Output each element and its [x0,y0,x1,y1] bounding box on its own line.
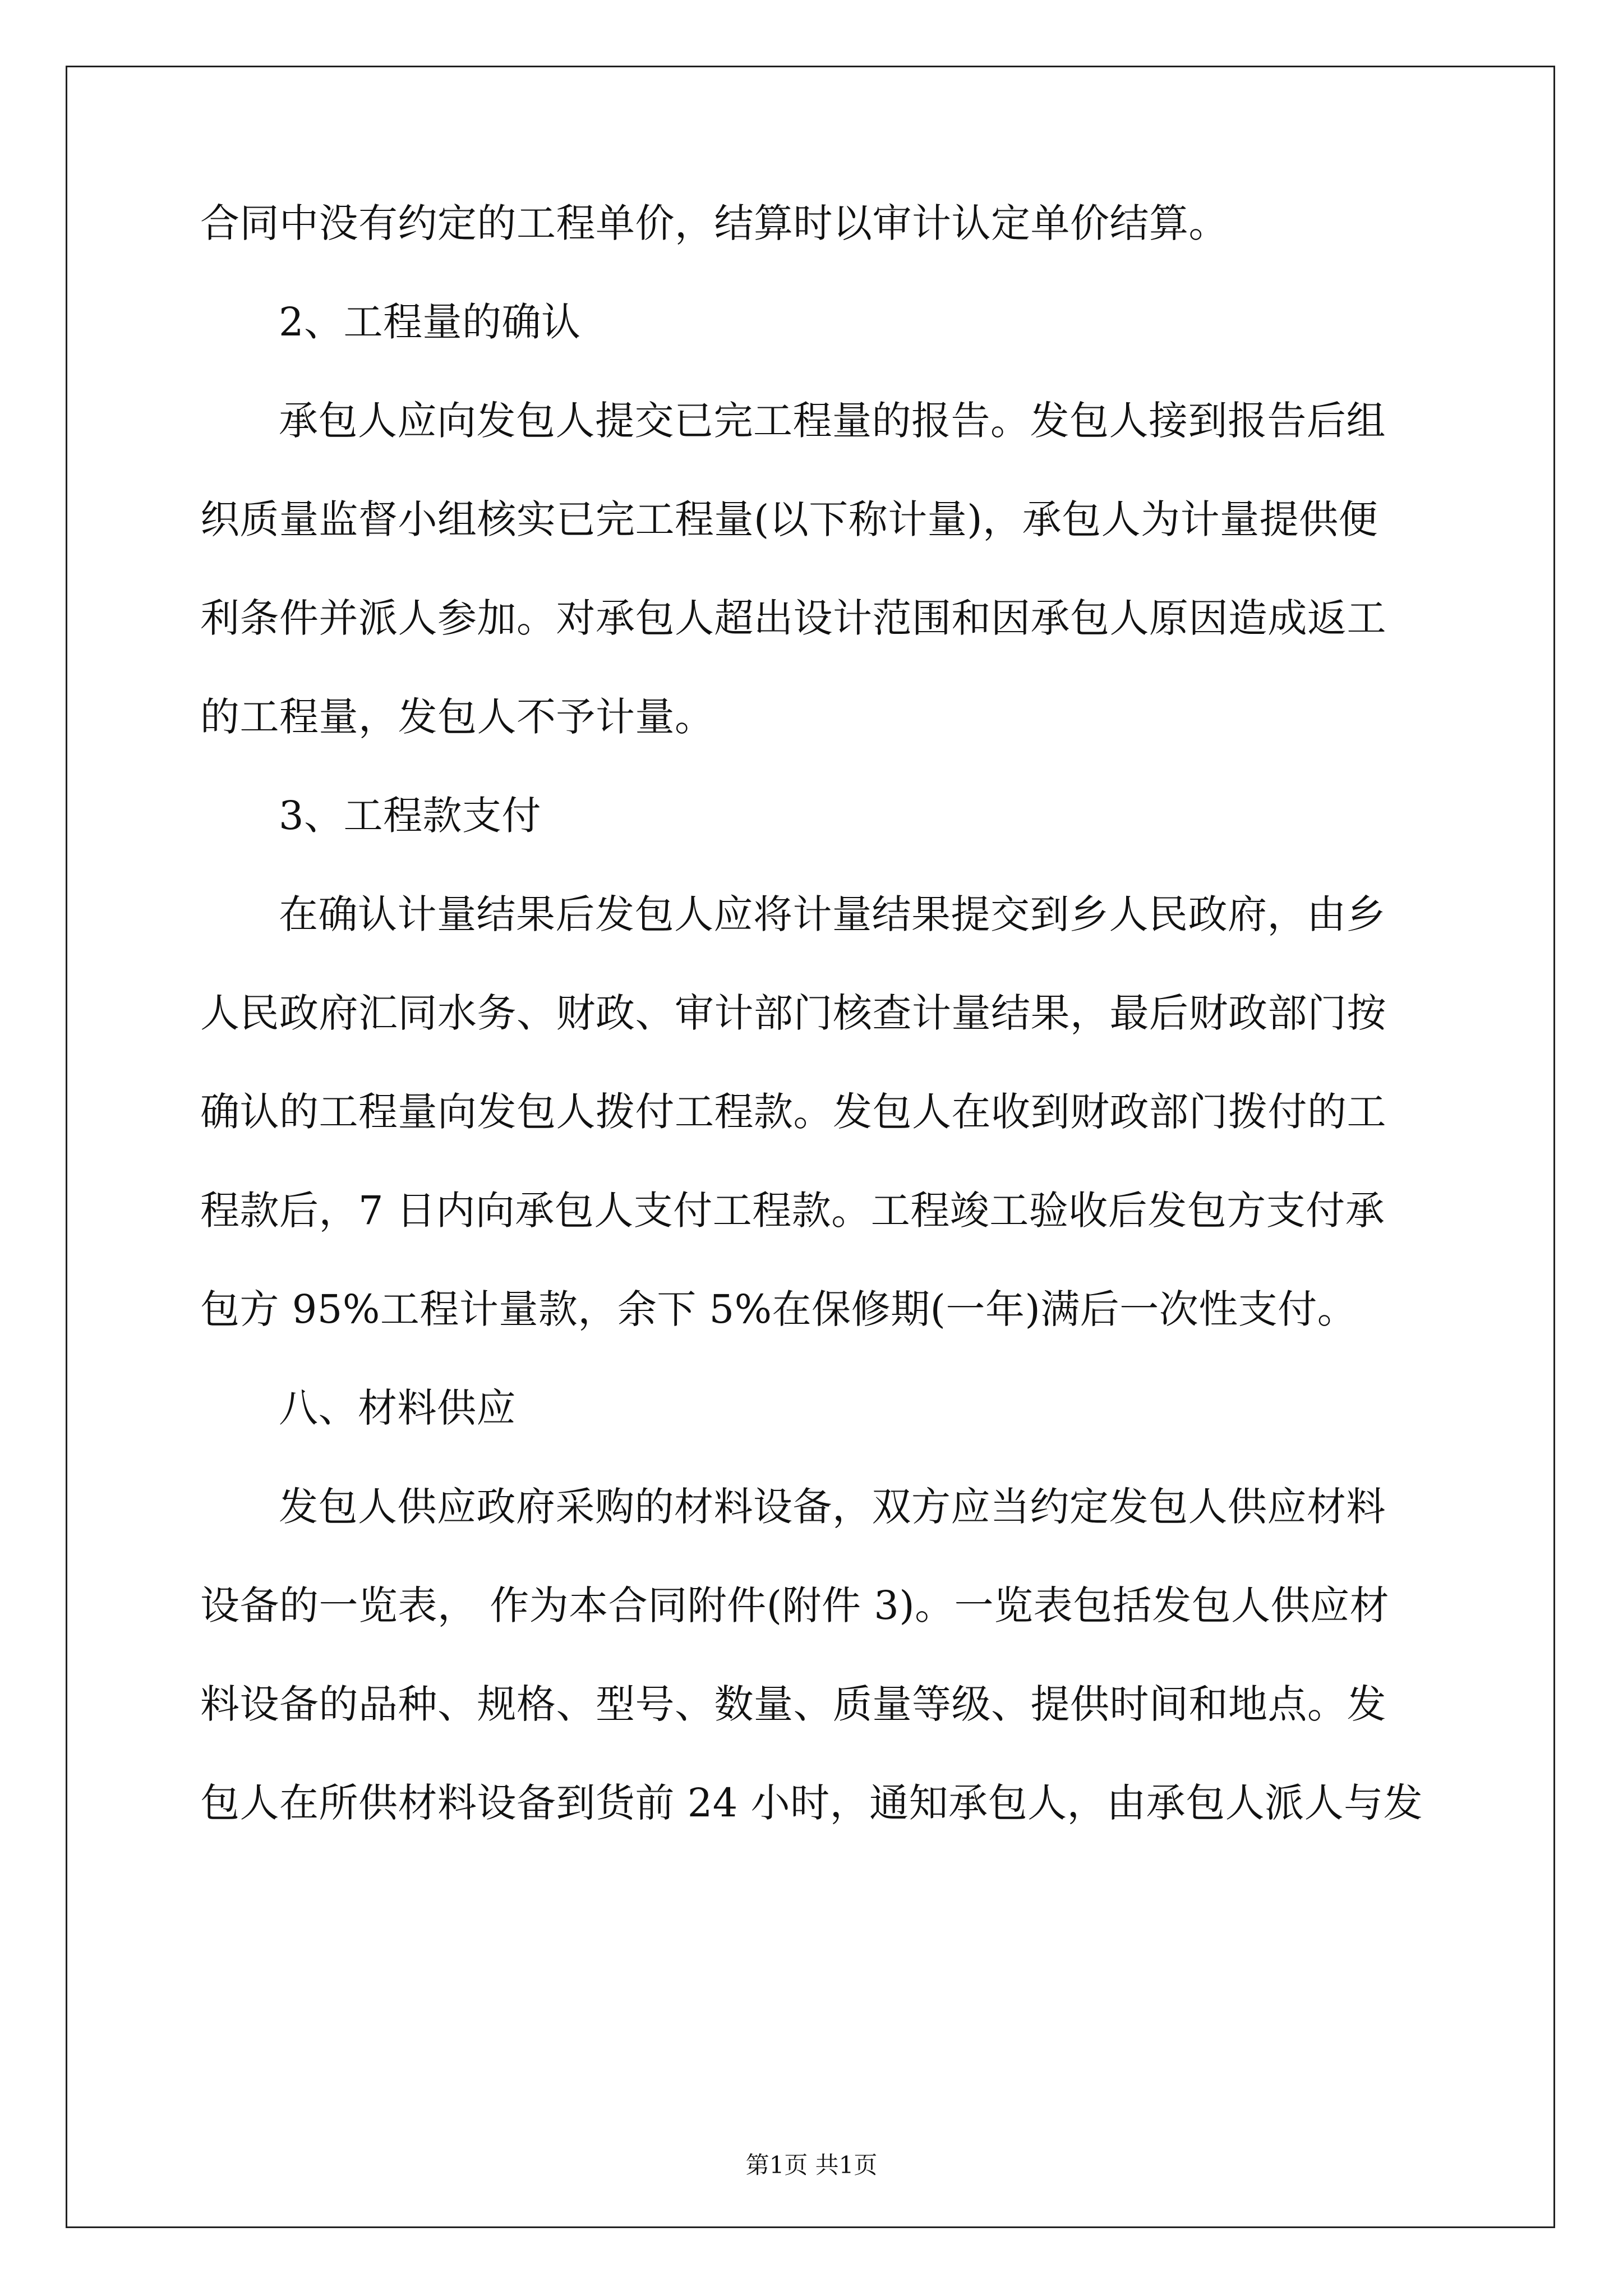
text-line: 承包人应向发包人提交已完工程量的报告。发包人接到报告后组 [279,398,1386,444]
text-line: 利条件并派人参加。对承包人超出设计范围和因承包人原因造成返工 [200,595,1386,641]
section-heading: 八、材料供应 [279,1385,516,1431]
text-line: 程款后，7 日内向承包人支付工程款。工程竣工验收后发包方支付承 [200,1188,1385,1234]
text-line: 包人在所供材料设备到货前 24 小时，通知承包人，由承包人派人与发 [200,1780,1423,1826]
text-line: 确认的工程量向发包人拨付工程款。发包人在收到财政部门拨付的工 [200,1089,1386,1135]
text-line: 设备的一览表， 作为本合同附件(附件 3)。一览表包括发包人供应材 [200,1582,1390,1628]
page-footer: 第1页 共1页 [745,2151,878,2179]
text-line: 人民政府汇同水务、财政、审计部门核查计量结果，最后财政部门按 [200,990,1386,1036]
document-body [200,174,1423,1852]
text-line: 合同中没有约定的工程单价，结算时以审计认定单价结算。 [200,200,1228,246]
text-line: 包方 95%工程计量款，余下 5%在保修期(一年)满后一次性支付。 [200,1286,1357,1332]
text-line: 发包人供应政府采购的材料设备，双方应当约定发包人供应材料 [279,1484,1386,1530]
section-heading: 2、工程量的确认 [279,299,581,345]
text-line: 在确认计量结果后发包人应将计量结果提交到乡人民政府，由乡 [279,891,1386,937]
section-heading: 3、工程款支付 [279,793,542,839]
text-line: 料设备的品种、规格、型号、数量、质量等级、提供时间和地点。发 [200,1681,1386,1727]
text-line: 织质量监督小组核实已完工程量(以下称计量)，承包人为计量提供便 [200,496,1378,542]
text-line: 的工程量，发包人不予计量。 [200,694,714,740]
